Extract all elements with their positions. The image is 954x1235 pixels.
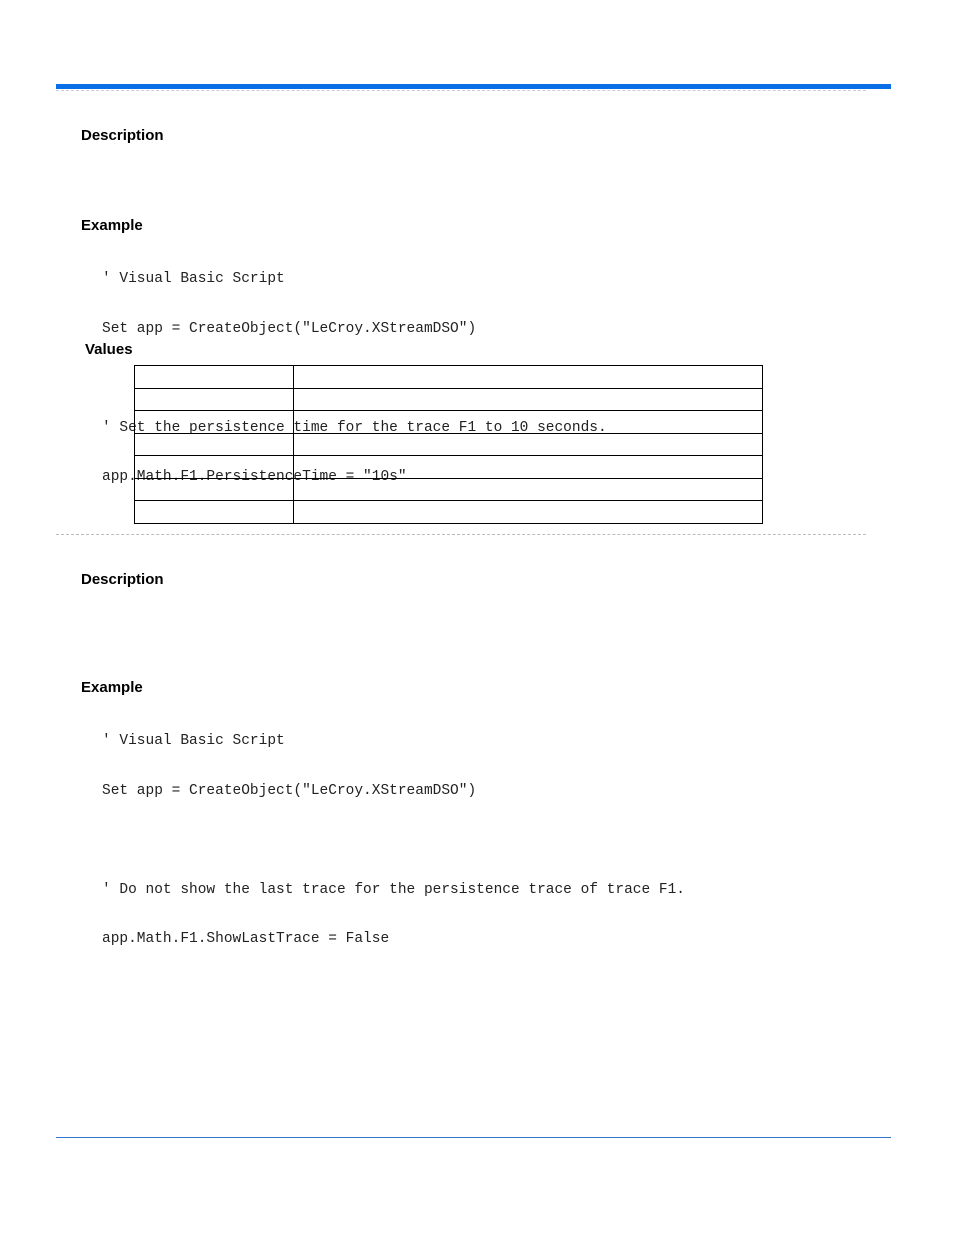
section2-description-heading: Description (81, 571, 164, 588)
table-row (135, 388, 763, 411)
table-cell (294, 478, 763, 501)
table-row (135, 433, 763, 456)
section1-example-heading: Example (81, 217, 143, 234)
code-line: ' Visual Basic Script (102, 733, 285, 749)
table-cell (294, 433, 763, 456)
table-cell (135, 411, 294, 434)
table-cell (135, 388, 294, 411)
section1-values-heading: Values (85, 341, 133, 358)
table-row (135, 478, 763, 501)
table-row (135, 411, 763, 434)
footer-rule (56, 1137, 891, 1138)
table-cell (135, 456, 294, 479)
table-row (135, 501, 763, 524)
header-dashed-separator (56, 90, 866, 91)
table-cell (294, 411, 763, 434)
table-cell (135, 501, 294, 524)
code-line: Set app = CreateObject("LeCroy.XStreamDSO") (102, 320, 477, 337)
section1-description-heading: Description (81, 127, 164, 144)
section2-code-block (102, 700, 685, 964)
table-cell (294, 456, 763, 479)
table-cell (294, 388, 763, 411)
code-line: ' Set the persistence time for the trace F1 to 10 seconds. (102, 419, 607, 436)
code-line: ' Visual Basic Script (102, 271, 285, 287)
table-row (135, 456, 763, 479)
code-line-blank (102, 832, 685, 849)
code-line: ' Do not show the last trace for the persistence trace of trace F1. (102, 881, 685, 898)
section-dashed-separator (56, 534, 866, 535)
code-line: app.Math.F1.PersistenceTime = "10s" (102, 469, 407, 485)
table-cell (135, 433, 294, 456)
code-line: app.Math.F1.ShowLastTrace = False (102, 931, 390, 947)
header-rule (56, 84, 891, 89)
values-table (134, 365, 763, 524)
table-row (135, 366, 763, 389)
code-line: Set app = CreateObject("LeCroy.XStreamDSO") (102, 782, 477, 799)
table-cell (135, 366, 294, 389)
table-cell (135, 478, 294, 501)
section2-example-heading: Example (81, 679, 143, 696)
table-cell (294, 366, 763, 389)
table-cell (294, 501, 763, 524)
